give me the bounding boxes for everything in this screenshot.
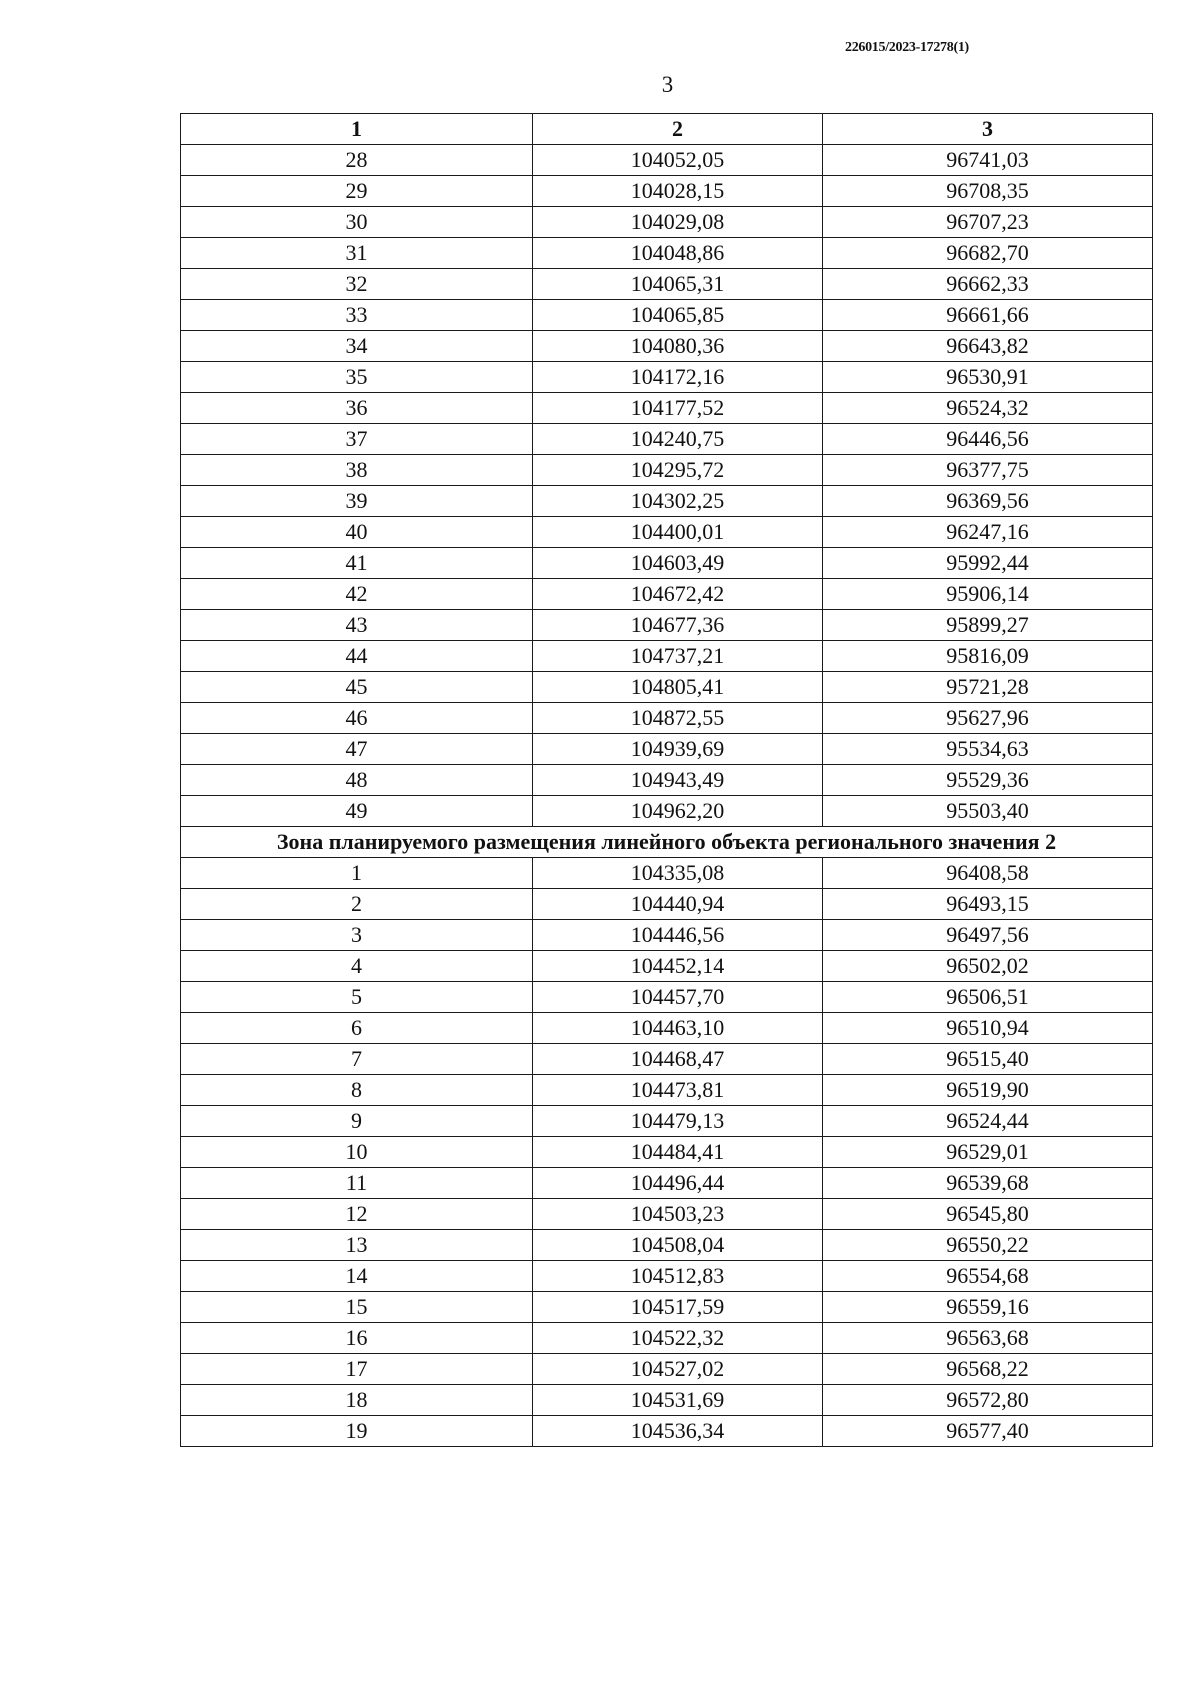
- table-row: [181, 455, 1153, 486]
- point-number-cell: 31: [181, 238, 533, 269]
- coordinate-y-cell: 96506,51: [823, 982, 1153, 1013]
- coordinate-y-cell: 95503,40: [823, 796, 1153, 827]
- table-row: [181, 734, 1153, 765]
- coordinate-y-cell: 96515,40: [823, 1044, 1153, 1075]
- section-row: [181, 827, 1153, 858]
- point-number-cell: 48: [181, 765, 533, 796]
- table-row: [181, 579, 1153, 610]
- point-number-cell: 16: [181, 1323, 533, 1354]
- coordinate-y-cell: 96559,16: [823, 1292, 1153, 1323]
- coordinate-y-cell: 96247,16: [823, 517, 1153, 548]
- point-number-cell: 43: [181, 610, 533, 641]
- table-row: [181, 920, 1153, 951]
- point-number-cell: 19: [181, 1416, 533, 1447]
- table-row: [181, 1261, 1153, 1292]
- coordinate-x-cell: 104335,08: [533, 858, 823, 889]
- coordinate-x-cell: 104302,25: [533, 486, 823, 517]
- table-row: [181, 269, 1153, 300]
- column-header-y: 3: [823, 114, 1153, 145]
- table-row: [181, 145, 1153, 176]
- coordinate-y-cell: 96554,68: [823, 1261, 1153, 1292]
- coordinate-y-cell: 96510,94: [823, 1013, 1153, 1044]
- coordinate-y-cell: 96661,66: [823, 300, 1153, 331]
- point-number-cell: 42: [181, 579, 533, 610]
- coordinate-y-cell: 96682,70: [823, 238, 1153, 269]
- point-number-cell: 29: [181, 176, 533, 207]
- coordinate-x-cell: 104177,52: [533, 393, 823, 424]
- table-row: [181, 1354, 1153, 1385]
- column-header-number: 1: [181, 114, 533, 145]
- point-number-cell: 17: [181, 1354, 533, 1385]
- point-number-cell: 11: [181, 1168, 533, 1199]
- table-row: [181, 1292, 1153, 1323]
- point-number-cell: 1: [181, 858, 533, 889]
- table-row: [181, 207, 1153, 238]
- coordinate-x-cell: 104508,04: [533, 1230, 823, 1261]
- coordinate-x-cell: 104473,81: [533, 1075, 823, 1106]
- point-number-cell: 40: [181, 517, 533, 548]
- point-number-cell: 33: [181, 300, 533, 331]
- coordinate-y-cell: 96643,82: [823, 331, 1153, 362]
- table-row: [181, 1168, 1153, 1199]
- document-id: 226015/2023-17278(1): [845, 40, 969, 55]
- coordinate-y-cell: 95816,09: [823, 641, 1153, 672]
- coordinate-x-cell: 104805,41: [533, 672, 823, 703]
- coordinate-x-cell: 104457,70: [533, 982, 823, 1013]
- table-row: [181, 517, 1153, 548]
- point-number-cell: 10: [181, 1137, 533, 1168]
- coordinate-y-cell: 96662,33: [823, 269, 1153, 300]
- coordinates-table: [180, 113, 1153, 1447]
- coordinate-x-cell: 104029,08: [533, 207, 823, 238]
- point-number-cell: 5: [181, 982, 533, 1013]
- coordinate-y-cell: 95529,36: [823, 765, 1153, 796]
- coordinate-y-cell: 96545,80: [823, 1199, 1153, 1230]
- coordinate-x-cell: 104440,94: [533, 889, 823, 920]
- coordinate-x-cell: 104048,86: [533, 238, 823, 269]
- coordinate-x-cell: 104603,49: [533, 548, 823, 579]
- coordinate-x-cell: 104065,31: [533, 269, 823, 300]
- table-row: [181, 889, 1153, 920]
- coordinate-x-cell: 104737,21: [533, 641, 823, 672]
- coordinate-x-cell: 104446,56: [533, 920, 823, 951]
- table-row: [181, 1199, 1153, 1230]
- coordinate-y-cell: 96550,22: [823, 1230, 1153, 1261]
- coordinate-y-cell: 96524,32: [823, 393, 1153, 424]
- coordinate-x-cell: 104468,47: [533, 1044, 823, 1075]
- coordinate-y-cell: 96530,91: [823, 362, 1153, 393]
- table-header-row: [181, 114, 1153, 145]
- coordinate-x-cell: 104172,16: [533, 362, 823, 393]
- coordinate-y-cell: 96369,56: [823, 486, 1153, 517]
- coordinate-x-cell: 104496,44: [533, 1168, 823, 1199]
- table-row: [181, 1075, 1153, 1106]
- table-row: [181, 672, 1153, 703]
- coordinate-y-cell: 96524,44: [823, 1106, 1153, 1137]
- point-number-cell: 39: [181, 486, 533, 517]
- page-number: 3: [661, 72, 674, 97]
- point-number-cell: 34: [181, 331, 533, 362]
- table-row: [181, 548, 1153, 579]
- coordinate-y-cell: 96539,68: [823, 1168, 1153, 1199]
- coordinate-y-cell: 96741,03: [823, 145, 1153, 176]
- coordinate-x-cell: 104527,02: [533, 1354, 823, 1385]
- coordinate-x-cell: 104240,75: [533, 424, 823, 455]
- point-number-cell: 36: [181, 393, 533, 424]
- coordinate-x-cell: 104484,41: [533, 1137, 823, 1168]
- coordinate-y-cell: 96408,58: [823, 858, 1153, 889]
- point-number-cell: 7: [181, 1044, 533, 1075]
- coordinate-y-cell: 95906,14: [823, 579, 1153, 610]
- coordinate-y-cell: 96446,56: [823, 424, 1153, 455]
- point-number-cell: 41: [181, 548, 533, 579]
- coordinate-x-cell: 104512,83: [533, 1261, 823, 1292]
- point-number-cell: 38: [181, 455, 533, 486]
- coordinate-y-cell: 96502,02: [823, 951, 1153, 982]
- coordinate-x-cell: 104872,55: [533, 703, 823, 734]
- table-row: [181, 486, 1153, 517]
- coordinate-y-cell: 96707,23: [823, 207, 1153, 238]
- point-number-cell: 46: [181, 703, 533, 734]
- table-row: [181, 1385, 1153, 1416]
- table-row: [181, 641, 1153, 672]
- table-row: [181, 796, 1153, 827]
- table-row: [181, 238, 1153, 269]
- coordinate-x-cell: 104531,69: [533, 1385, 823, 1416]
- point-number-cell: 13: [181, 1230, 533, 1261]
- table-row: [181, 1106, 1153, 1137]
- coordinate-x-cell: 104028,15: [533, 176, 823, 207]
- point-number-cell: 35: [181, 362, 533, 393]
- coordinate-x-cell: 104080,36: [533, 331, 823, 362]
- section-title: Зона планируемого размещения линейного объекта регионального значения 2: [181, 827, 1153, 858]
- coordinate-x-cell: 104522,32: [533, 1323, 823, 1354]
- coordinate-x-cell: 104479,13: [533, 1106, 823, 1137]
- coordinate-x-cell: 104065,85: [533, 300, 823, 331]
- table-row: [181, 703, 1153, 734]
- coordinate-y-cell: 96577,40: [823, 1416, 1153, 1447]
- coordinate-y-cell: 96563,68: [823, 1323, 1153, 1354]
- coordinate-x-cell: 104295,72: [533, 455, 823, 486]
- coordinate-x-cell: 104939,69: [533, 734, 823, 765]
- table-row: [181, 300, 1153, 331]
- coordinate-x-cell: 104452,14: [533, 951, 823, 982]
- table-row: [181, 362, 1153, 393]
- table-row: [181, 393, 1153, 424]
- point-number-cell: 45: [181, 672, 533, 703]
- table-row: [181, 1013, 1153, 1044]
- point-number-cell: 44: [181, 641, 533, 672]
- point-number-cell: 47: [181, 734, 533, 765]
- point-number-cell: 14: [181, 1261, 533, 1292]
- point-number-cell: 12: [181, 1199, 533, 1230]
- coordinate-y-cell: 96529,01: [823, 1137, 1153, 1168]
- coordinate-y-cell: 95899,27: [823, 610, 1153, 641]
- coordinates-table-body: [181, 114, 1153, 1447]
- table-row: [181, 1137, 1153, 1168]
- coordinate-y-cell: 95992,44: [823, 548, 1153, 579]
- point-number-cell: 49: [181, 796, 533, 827]
- coordinate-y-cell: 96568,22: [823, 1354, 1153, 1385]
- coordinate-x-cell: 104052,05: [533, 145, 823, 176]
- table-row: [181, 610, 1153, 641]
- coordinate-x-cell: 104943,49: [533, 765, 823, 796]
- coordinate-x-cell: 104463,10: [533, 1013, 823, 1044]
- table-row: [181, 1230, 1153, 1261]
- coordinate-y-cell: 95534,63: [823, 734, 1153, 765]
- point-number-cell: 9: [181, 1106, 533, 1137]
- table-row: [181, 176, 1153, 207]
- coordinate-y-cell: 96377,75: [823, 455, 1153, 486]
- point-number-cell: 3: [181, 920, 533, 951]
- point-number-cell: 4: [181, 951, 533, 982]
- point-number-cell: 2: [181, 889, 533, 920]
- point-number-cell: 30: [181, 207, 533, 238]
- coordinate-x-cell: 104536,34: [533, 1416, 823, 1447]
- column-header-x: 2: [533, 114, 823, 145]
- coordinate-x-cell: 104672,42: [533, 579, 823, 610]
- coordinate-y-cell: 95721,28: [823, 672, 1153, 703]
- point-number-cell: 37: [181, 424, 533, 455]
- coordinate-y-cell: 96519,90: [823, 1075, 1153, 1106]
- coordinate-y-cell: 96497,56: [823, 920, 1153, 951]
- coordinate-x-cell: 104517,59: [533, 1292, 823, 1323]
- coordinate-y-cell: 96572,80: [823, 1385, 1153, 1416]
- point-number-cell: 28: [181, 145, 533, 176]
- table-row: [181, 424, 1153, 455]
- table-row: [181, 765, 1153, 796]
- coordinate-x-cell: 104677,36: [533, 610, 823, 641]
- point-number-cell: 18: [181, 1385, 533, 1416]
- point-number-cell: 32: [181, 269, 533, 300]
- table-row: [181, 858, 1153, 889]
- table-row: [181, 331, 1153, 362]
- coordinate-y-cell: 96493,15: [823, 889, 1153, 920]
- point-number-cell: 8: [181, 1075, 533, 1106]
- table-row: [181, 951, 1153, 982]
- coordinate-x-cell: 104400,01: [533, 517, 823, 548]
- table-row: [181, 1416, 1153, 1447]
- coordinate-y-cell: 96708,35: [823, 176, 1153, 207]
- point-number-cell: 6: [181, 1013, 533, 1044]
- coordinate-x-cell: 104962,20: [533, 796, 823, 827]
- table-row: [181, 982, 1153, 1013]
- table-row: [181, 1044, 1153, 1075]
- coordinate-x-cell: 104503,23: [533, 1199, 823, 1230]
- coordinate-y-cell: 95627,96: [823, 703, 1153, 734]
- point-number-cell: 15: [181, 1292, 533, 1323]
- table-row: [181, 1323, 1153, 1354]
